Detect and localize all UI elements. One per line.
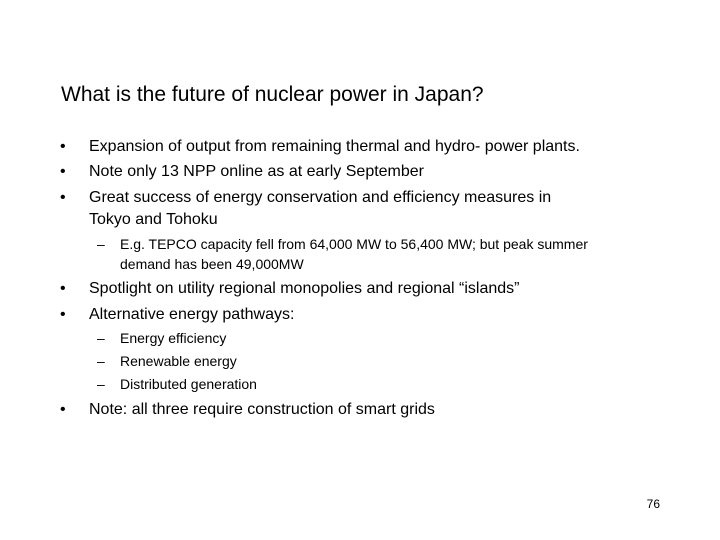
bullet-alternative-pathways: Alternative energy pathways: [89, 306, 295, 323]
bullet-marker: • [60, 138, 66, 155]
bullet-regional-monopolies: Spotlight on utility regional monopolies and regional “islands” [89, 280, 520, 297]
bullet-marker: • [60, 189, 66, 206]
bullet-expansion-output: Expansion of output from remaining thermal and hydro- power plants. [89, 138, 580, 155]
bullet-smart-grids: Note: all three require construction of smart grids [89, 401, 435, 418]
bullet-energy-conservation-cont: Tokyo and Tohoku [89, 211, 218, 228]
sub-item-tepco-capacity: E.g. TEPCO capacity fell from 64,000 MW to 56,400 MW; but peak summer [120, 236, 588, 252]
bullet-marker: • [60, 280, 66, 297]
slide-title: What is the future of nuclear power in Japan? [61, 83, 484, 106]
bullet-energy-conservation: Great success of energy conservation and efficiency measures in [89, 189, 552, 206]
bullet-npp-online: Note only 13 NPP online as at early September [89, 163, 425, 180]
bullet-marker: • [60, 401, 66, 418]
sub-item-renewable-energy: Renewable energy [120, 353, 237, 369]
bullet-marker: • [60, 163, 66, 180]
sub-dash-marker: – [97, 353, 105, 369]
sub-item-energy-efficiency: Energy efficiency [120, 330, 227, 346]
page-number: 76 [646, 497, 660, 511]
sub-item-tepco-capacity-cont: demand has been 49,000MW [120, 256, 304, 272]
sub-dash-marker: – [97, 330, 105, 346]
sub-dash-marker: – [97, 236, 105, 252]
sub-dash-marker: – [97, 376, 105, 392]
sub-item-distributed-generation: Distributed generation [120, 376, 257, 392]
bullet-marker: • [60, 306, 66, 323]
